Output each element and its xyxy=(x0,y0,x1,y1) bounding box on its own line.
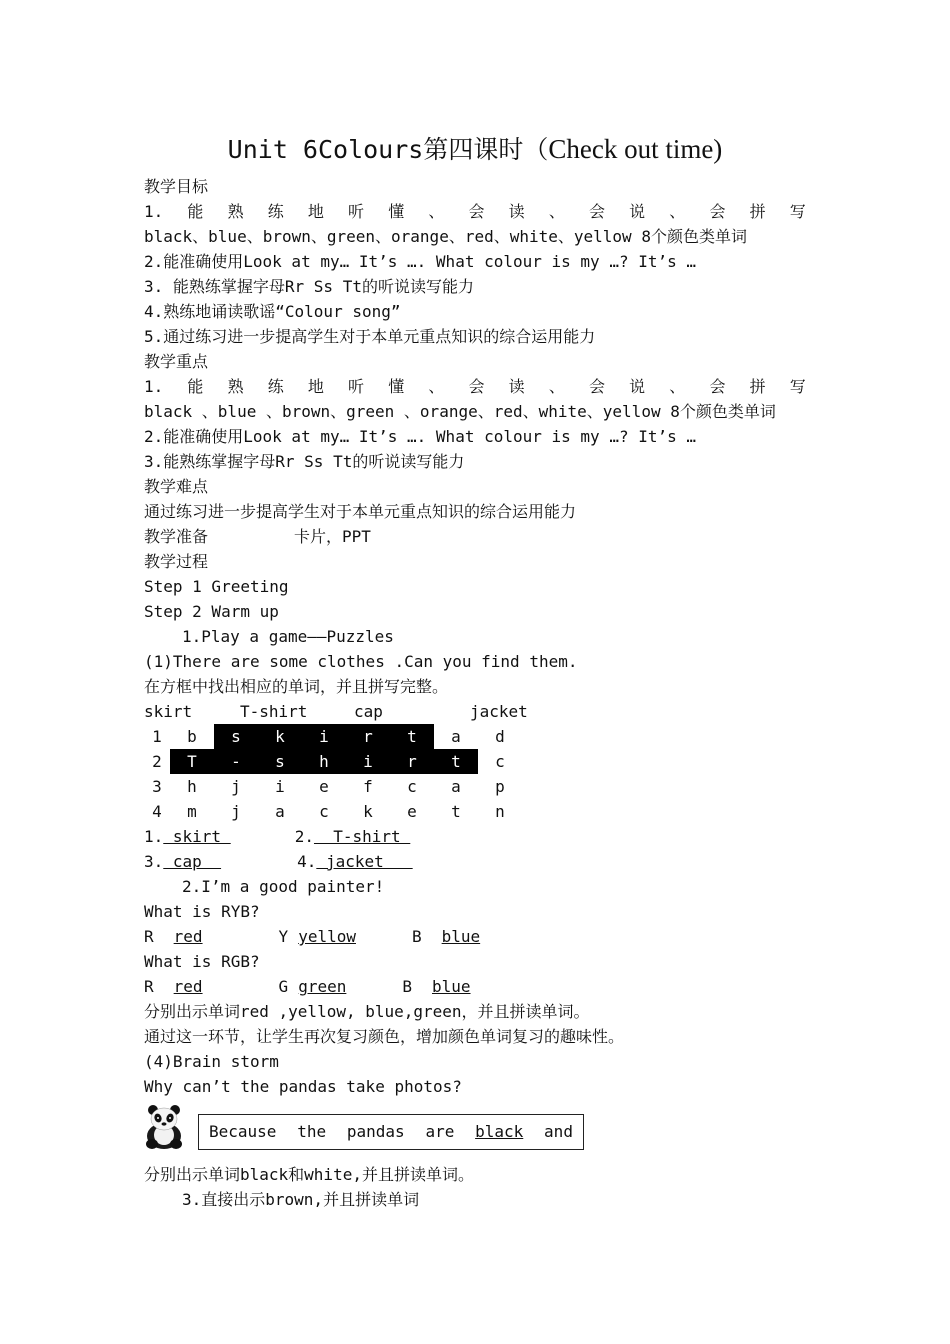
puzzle-cell: r xyxy=(390,749,434,774)
puzzle-cell: k xyxy=(363,802,373,821)
color-letter: B xyxy=(411,927,422,946)
answer-number: 1. xyxy=(144,827,164,846)
spread-char: 能 xyxy=(187,377,204,396)
spread-char: 懂 xyxy=(388,377,405,396)
answer-number: 2. xyxy=(294,827,314,846)
answer-word: pandas xyxy=(346,1122,405,1141)
page-title xyxy=(0,132,950,167)
preparation-line xyxy=(144,524,806,549)
spread-char: 听 xyxy=(348,377,365,396)
color-letter: R xyxy=(144,927,154,946)
step-2: Step 2 Warm up xyxy=(144,602,279,621)
preparation-header: 教学准备 xyxy=(144,527,209,546)
spread-char: 练 xyxy=(267,202,284,221)
document-body xyxy=(144,174,806,1212)
puzzle-cell: h xyxy=(302,749,346,774)
puzzle-cell: r xyxy=(346,724,390,749)
key-point-1-line-2: black 、blue 、brown、green 、orange、red、white、yellow 8个颜色类单词 xyxy=(144,402,776,421)
spread-char: 1. xyxy=(144,377,164,396)
spread-char: 说 xyxy=(629,377,646,396)
word-bank-item: skirt xyxy=(144,702,193,721)
spread-char: 地 xyxy=(307,202,324,221)
answer-word: skirt xyxy=(163,827,231,846)
color-word: blue xyxy=(441,927,481,946)
show-black-white-note: 分别出示单词black和white,并且拼读单词。 xyxy=(144,1165,474,1184)
painter-title: 2.I’m a good painter! xyxy=(182,877,385,896)
puzzle-cell: s xyxy=(214,724,258,749)
objective-1-line-1 xyxy=(144,199,806,224)
spread-char: 写 xyxy=(789,377,806,396)
answer-number: 3. xyxy=(144,852,164,871)
answer-word: are xyxy=(425,1122,455,1141)
puzzle-cell: e xyxy=(407,802,417,821)
spread-char: 会 xyxy=(588,377,605,396)
puzzle-row xyxy=(144,724,522,749)
key-point-3: 3.能熟练掌握字母Rr Ss Tt的听说读写能力 xyxy=(144,452,465,471)
puzzle-cell: k xyxy=(258,724,302,749)
puzzle-cell: t xyxy=(451,802,461,821)
puzzle-grid xyxy=(144,724,522,824)
answer-word: jacket xyxy=(316,852,413,871)
puzzle-cell: t xyxy=(390,724,434,749)
answer-row-2 xyxy=(144,849,806,874)
review-note: 通过这一环节，让学生再次复习颜色，增加颜色单词复习的趣味性。 xyxy=(144,1027,625,1046)
puzzle-cell: s xyxy=(258,749,302,774)
spread-char: 会 xyxy=(468,377,485,396)
puzzle-row-number: 3 xyxy=(152,777,162,796)
answer-word: Because xyxy=(209,1122,277,1141)
objective-4: 4.熟练地诵读歌谣“Colour song” xyxy=(144,302,401,321)
puzzle-cell: i xyxy=(346,749,390,774)
panda-answer-box xyxy=(198,1114,584,1150)
word-bank-item: cap xyxy=(354,702,383,721)
color-word: red xyxy=(173,977,203,996)
puzzle-cell: a xyxy=(275,802,285,821)
answer-word: T-shirt xyxy=(313,827,411,846)
brain-storm-title: (4)Brain storm xyxy=(144,1052,279,1071)
puzzle-cell: b xyxy=(187,727,197,746)
answer-number: 4. xyxy=(297,852,317,871)
panda-image xyxy=(144,1104,184,1150)
puzzle-cell: p xyxy=(495,777,505,796)
puzzle-row xyxy=(144,749,522,774)
color-word: red xyxy=(173,927,203,946)
rgb-answer xyxy=(144,974,806,999)
spread-char: 、 xyxy=(428,202,445,221)
objective-5: 5.通过练习进一步提高学生对于本单元重点知识的综合运用能力 xyxy=(144,327,596,346)
puzzle-cell: e xyxy=(319,777,329,796)
answer-row-1 xyxy=(144,824,806,849)
spread-char: 能 xyxy=(187,202,204,221)
puzzle-cell: f xyxy=(363,777,373,796)
puzzle-cell: T xyxy=(170,749,214,774)
preparation-text: 卡片，PPT xyxy=(294,527,371,546)
spread-char: 熟 xyxy=(227,202,244,221)
key-point-2: 2.能准确使用Look at my… It’s …. What colour is my …? It’s … xyxy=(144,427,697,446)
spread-char: 1. xyxy=(144,202,164,221)
spread-char: 会 xyxy=(709,377,726,396)
spread-char: 、 xyxy=(669,377,686,396)
spread-char: 熟 xyxy=(227,377,244,396)
puzzle-row xyxy=(144,799,522,824)
ryb-question: What is RYB? xyxy=(144,902,260,921)
color-letter: B xyxy=(402,977,412,996)
step-1: Step 1 Greeting xyxy=(144,577,289,596)
key-points-header: 教学重点 xyxy=(144,352,209,371)
difficulty-header: 教学难点 xyxy=(144,477,209,496)
objective-2: 2.能准确使用Look at my… It’s …. What colour is my …? It’s … xyxy=(144,252,697,271)
title-main: Unit 6Colours第四课时（ xyxy=(227,135,549,164)
word-bank xyxy=(144,699,806,724)
word-bank-item: jacket xyxy=(470,702,528,721)
spread-char: 写 xyxy=(789,202,806,221)
show-words-note: 分别出示单词red ,yellow, blue,green，并且拼读单词。 xyxy=(144,1002,590,1021)
spread-char: 拼 xyxy=(749,377,766,396)
puzzle-cell: n xyxy=(495,802,505,821)
spread-char: 听 xyxy=(348,202,365,221)
color-letter: Y xyxy=(278,927,289,946)
color-word: green xyxy=(298,977,347,996)
answer-word: and xyxy=(544,1122,573,1141)
answer-word: black xyxy=(475,1122,524,1141)
spread-char: 、 xyxy=(669,202,686,221)
puzzle-cell: m xyxy=(187,802,197,821)
spread-char: 会 xyxy=(588,202,605,221)
answer-word: the xyxy=(297,1122,327,1141)
spread-char: 地 xyxy=(307,377,324,396)
puzzle-cell: - xyxy=(214,749,258,774)
panda-answer-text xyxy=(209,1119,573,1144)
panda-question: Why can’t the pandas take photos? xyxy=(144,1077,462,1096)
spread-char: 拼 xyxy=(749,202,766,221)
key-point-1-line-1 xyxy=(144,374,806,399)
spread-char: 练 xyxy=(267,377,284,396)
puzzle-cell: d xyxy=(495,727,505,746)
word-bank-item: T-shirt xyxy=(240,702,308,721)
puzzle-cell: j xyxy=(231,802,241,821)
objective-3: 3. 能熟练掌握字母Rr Ss Tt的听说读写能力 xyxy=(144,277,474,296)
clothes-instruction: 在方框中找出相应的单词，并且拼写完整。 xyxy=(144,677,449,696)
game-title: 1.Play a game——Puzzles xyxy=(182,627,394,646)
panda-answer-row xyxy=(144,1102,806,1162)
objectives-header: 教学目标 xyxy=(144,177,209,196)
color-letter: R xyxy=(144,977,154,996)
puzzle-cell: a xyxy=(451,777,461,796)
process-header: 教学过程 xyxy=(144,552,209,571)
spread-char: 说 xyxy=(629,202,646,221)
puzzle-cell: c xyxy=(495,752,505,771)
show-brown-note: 3.直接出示brown,并且拼读单词 xyxy=(182,1190,420,1209)
spread-char: 读 xyxy=(508,377,525,396)
clothes-question: (1)There are some clothes .Can you find them. xyxy=(144,652,578,671)
spread-char: 会 xyxy=(468,202,485,221)
spread-char: 读 xyxy=(508,202,525,221)
puzzle-cell: i xyxy=(275,777,285,796)
puzzle-cell: j xyxy=(231,777,241,796)
puzzle-cell: i xyxy=(302,724,346,749)
puzzle-cell: c xyxy=(319,802,329,821)
puzzle-row-number: 4 xyxy=(152,802,162,821)
puzzle-cell: h xyxy=(187,777,197,796)
color-letter: G xyxy=(278,977,289,996)
spread-char: 懂 xyxy=(388,202,405,221)
difficulty-text: 通过练习进一步提高学生对于本单元重点知识的综合运用能力 xyxy=(144,502,577,521)
puzzle-row xyxy=(144,774,522,799)
puzzle-cell: a xyxy=(451,727,461,746)
spread-char: 、 xyxy=(548,377,565,396)
spread-char: 、 xyxy=(548,202,565,221)
ryb-answer xyxy=(144,924,806,949)
color-word: blue xyxy=(432,977,471,996)
rgb-question: What is RGB? xyxy=(144,952,260,971)
answer-word: cap xyxy=(163,852,222,871)
spread-char: 会 xyxy=(709,202,726,221)
spread-char: 、 xyxy=(428,377,445,396)
puzzle-row-number: 2 xyxy=(152,752,162,771)
color-word: yellow xyxy=(298,927,356,946)
objective-1-line-2: black、blue、brown、green、orange、red、white、yellow 8个颜色类单词 xyxy=(144,227,747,246)
title-english: Check out time) xyxy=(548,134,723,164)
puzzle-cell: c xyxy=(407,777,417,796)
puzzle-row-number: 1 xyxy=(152,727,162,746)
puzzle-cell: t xyxy=(434,749,478,774)
